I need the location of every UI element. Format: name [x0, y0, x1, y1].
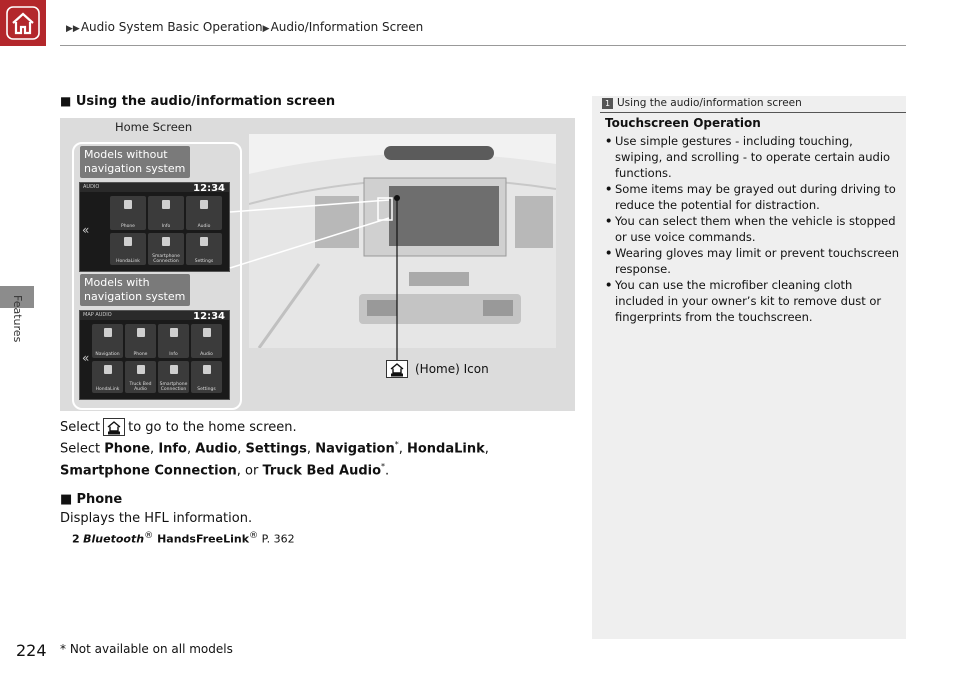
registered-mark: ® — [144, 530, 154, 541]
header-divider — [60, 45, 906, 46]
tile-info: Info — [148, 196, 184, 230]
leader-lines — [60, 118, 575, 411]
phone-description: Displays the HFL information. — [60, 511, 253, 526]
item-audio: Audio — [195, 441, 238, 457]
tile-settings: Settings — [186, 233, 222, 265]
breadcrumb-separator: ▶ — [262, 24, 270, 34]
item-truck-bed-audio: Truck Bed Audio — [262, 463, 382, 479]
sidebar-bullets — [605, 133, 899, 325]
home-icon — [387, 361, 407, 377]
phone-heading-text: Phone — [76, 492, 123, 507]
xref-bluetooth: Bluetooth — [83, 532, 145, 546]
tile-audio: Audio — [186, 196, 222, 230]
item-navigation: Navigation — [315, 441, 395, 457]
tile-smartphone-connection: Smartphone Connection — [158, 361, 189, 393]
tag-models-without-navigation: Models without navigation system — [80, 146, 190, 178]
separator: , — [306, 441, 316, 457]
home-icon-callout: (Home) Icon — [415, 362, 489, 376]
tile-hondalink: HondaLink — [92, 361, 123, 393]
registered-mark: ® — [249, 530, 259, 541]
item-hondalink: HondaLink — [406, 441, 485, 457]
screen-title: MAP AUDIO — [83, 312, 112, 318]
separator-or: , or — [236, 463, 263, 479]
select-home-instruction — [60, 418, 297, 437]
item-phone: Phone — [104, 441, 151, 457]
sidebar-title: Using the audio/information screen — [617, 97, 802, 109]
breadcrumb — [66, 20, 423, 34]
item-smartphone-connection: Smartphone Connection — [60, 463, 237, 479]
sidebar-header — [592, 96, 906, 112]
list-item: • You can use the microfiber cleaning cloth included in your owner’s kit to remove dust or fingerprints from the touchscreen. — [605, 277, 899, 325]
tile-info: Info — [158, 324, 189, 358]
tile-truck-bed-audio: Truck Bed Audio — [125, 361, 156, 393]
screen-clock: 12:34 — [193, 183, 225, 194]
list-item: • Use simple gestures - including touching, swiping, and scrolling - to operate certain audio functions. — [605, 133, 899, 181]
notes-sidebar — [592, 96, 906, 639]
breadcrumb-item-1[interactable]: Audio System Basic Operation — [80, 20, 263, 34]
list-item: • Wearing gloves may limit or prevent touchscreen response. — [605, 245, 899, 277]
xref-arrow-icon: 2 — [72, 532, 80, 546]
tag-models-with-navigation: Models with navigation system — [80, 274, 190, 306]
xref-handsfreelink: HandsFreeLink — [153, 532, 250, 546]
section-tab[interactable] — [8, 295, 26, 375]
separator: , — [237, 441, 246, 457]
separator: , — [187, 441, 196, 457]
select-home-text: to go to the home screen. — [128, 420, 297, 435]
section-title — [60, 94, 335, 109]
tile-settings: Settings — [191, 361, 222, 393]
breadcrumb-item-2[interactable]: Audio/Information Screen — [270, 20, 424, 34]
section-tab-label: Features — [11, 295, 24, 343]
tile-phone: Phone — [125, 324, 156, 358]
footnote-marker: * — [394, 440, 399, 449]
select-text: Select — [60, 420, 101, 435]
footnote-marker: * — [381, 462, 386, 472]
breadcrumb-marker: ▶▶ — [66, 24, 80, 34]
home-screen-figure — [60, 118, 575, 411]
select-text: Select — [60, 441, 101, 457]
separator: , — [150, 441, 159, 457]
sidebar-divider — [600, 112, 906, 113]
tile-hondalink: HondaLink — [110, 233, 146, 265]
section-marker: ■ — [60, 94, 72, 108]
tile-navigation: Navigation — [92, 324, 123, 358]
home-button-icon — [386, 360, 408, 378]
tile-smartphone-connection: Smartphone Connection — [148, 233, 184, 265]
home-tab[interactable] — [0, 0, 46, 46]
home-icon — [103, 418, 125, 436]
page-number: 224 — [16, 641, 47, 660]
xref-page: P. 362 — [258, 532, 295, 546]
item-settings: Settings — [245, 441, 307, 457]
period: . — [385, 463, 390, 479]
screen-title: AUDIO — [83, 184, 100, 190]
home-screen-label: Home Screen — [115, 120, 193, 134]
list-item: • Some items may be grayed out during driving to reduce the potential for distraction. — [605, 181, 899, 213]
chevron-left-icon: « — [82, 351, 90, 365]
section-title-text: Using the audio/information screen — [75, 94, 336, 109]
separator: , — [484, 441, 489, 457]
item-info: Info — [158, 441, 187, 457]
tile-audio: Audio — [191, 324, 222, 358]
tile-phone: Phone — [110, 196, 146, 230]
note-icon: 1 — [602, 98, 613, 109]
list-item: • You can select them when the vehicle is stopped or use voice commands. — [605, 213, 899, 245]
screen-clock: 12:34 — [193, 311, 225, 322]
sidebar-subheading: Touchscreen Operation — [605, 116, 761, 130]
footnote: * Not available on all models — [60, 642, 233, 656]
chevron-left-icon: « — [82, 223, 90, 237]
section-marker: ■ — [60, 492, 73, 507]
separator: , — [398, 441, 407, 457]
bluetooth-xref-link[interactable] — [72, 530, 295, 546]
phone-heading — [60, 491, 122, 509]
select-items-instruction — [60, 436, 580, 481]
home-icon — [6, 6, 40, 40]
